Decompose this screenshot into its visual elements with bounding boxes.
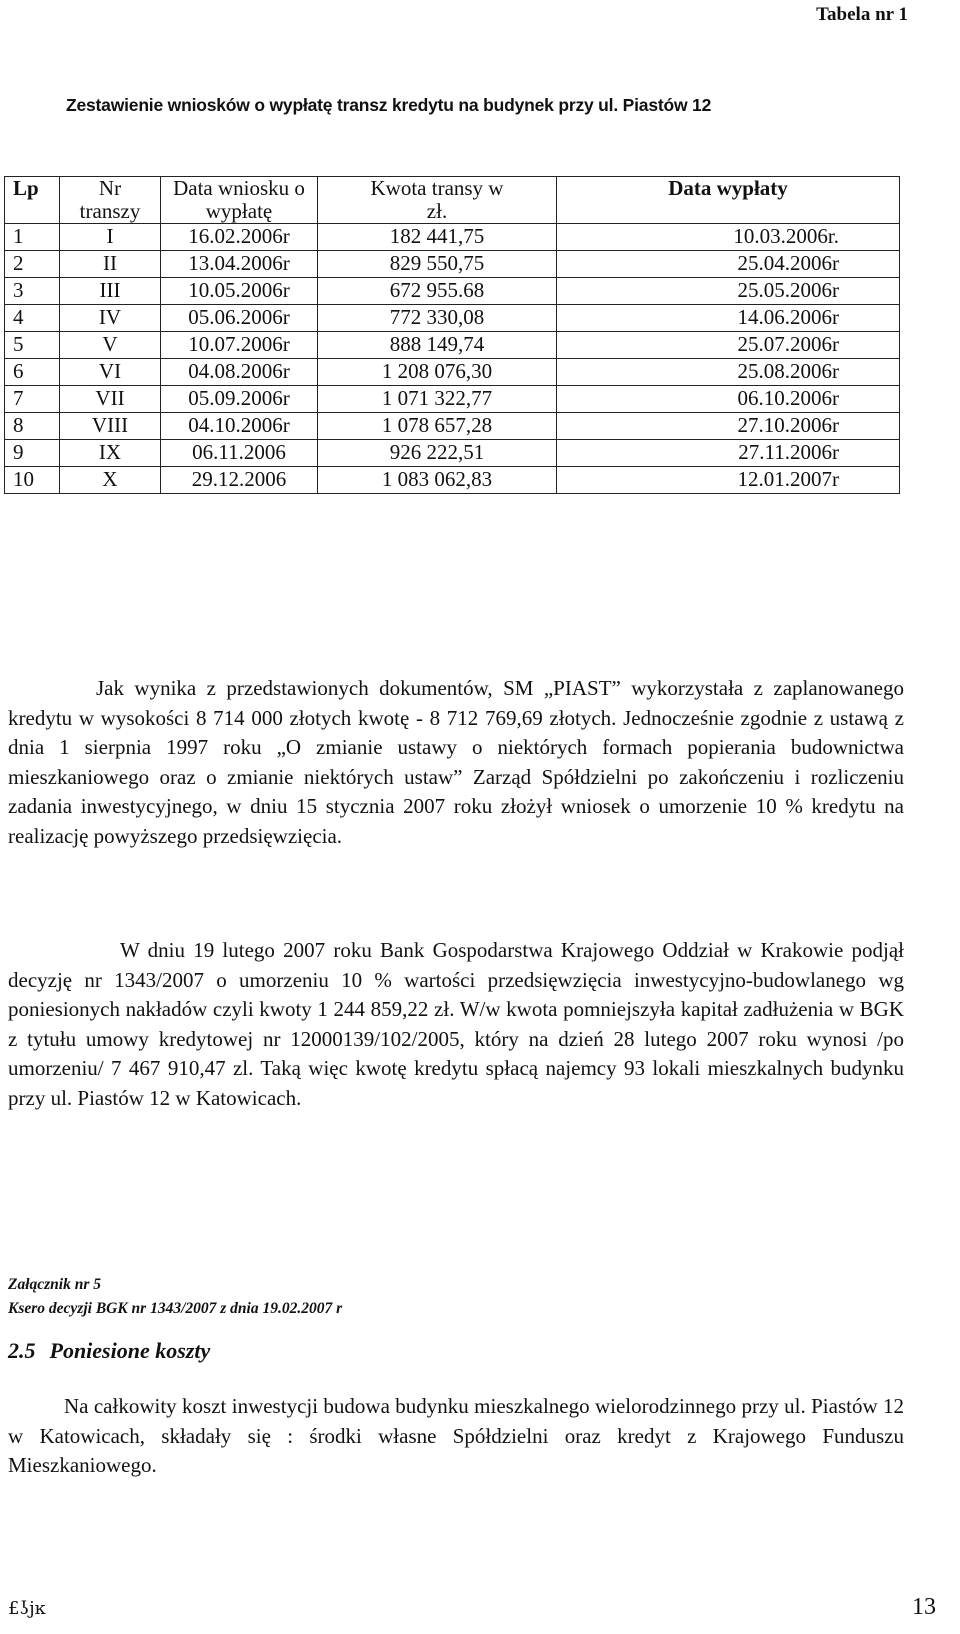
cell-data-wniosku: 16.02.2006r xyxy=(161,224,318,251)
cell-data-wyplaty: 25.05.2006r xyxy=(557,278,900,305)
cell-lp: 1 xyxy=(5,224,60,251)
col-header-kwota: Kwota transy w zł. xyxy=(318,177,557,224)
cell-data-wyplaty: 10.03.2006r. xyxy=(557,224,900,251)
col-header-lp: Lp xyxy=(5,177,60,224)
section-title: Poniesione koszty xyxy=(49,1338,211,1363)
cell-nr-transzy: II xyxy=(60,251,161,278)
cell-data-wyplaty: 27.11.2006r xyxy=(557,440,900,467)
table-row xyxy=(5,413,900,440)
cell-lp: 5 xyxy=(5,332,60,359)
attachment-number: Załącznik nr 5 xyxy=(8,1276,102,1293)
cell-kwota: 829 550,75 xyxy=(318,251,557,278)
table-row xyxy=(5,386,900,413)
cell-lp: 3 xyxy=(5,278,60,305)
cell-data-wyplaty: 27.10.2006r xyxy=(557,413,900,440)
cell-data-wyplaty: 14.06.2006r xyxy=(557,305,900,332)
table-row xyxy=(5,467,900,494)
cell-data-wniosku: 10.05.2006r xyxy=(161,278,318,305)
col-header-nr-transzy: Nr transzy xyxy=(60,177,161,224)
cell-data-wniosku: 05.06.2006r xyxy=(161,305,318,332)
table-row xyxy=(5,251,900,278)
cell-kwota: 1 208 076,30 xyxy=(318,359,557,386)
cell-lp: 4 xyxy=(5,305,60,332)
cell-data-wniosku: 04.10.2006r xyxy=(161,413,318,440)
cell-lp: 6 xyxy=(5,359,60,386)
table-number-label: Tabela nr 1 xyxy=(816,4,908,25)
cell-nr-transzy: III xyxy=(60,278,161,305)
cell-lp: 10 xyxy=(5,467,60,494)
page-number: 13 xyxy=(912,1594,936,1620)
cell-kwota: 926 222,51 xyxy=(318,440,557,467)
table-row xyxy=(5,224,900,251)
tranche-table xyxy=(4,176,900,494)
cell-nr-transzy: IV xyxy=(60,305,161,332)
cell-data-wniosku: 13.04.2006r xyxy=(161,251,318,278)
cell-nr-transzy: VIII xyxy=(60,413,161,440)
cell-data-wyplaty: 25.07.2006r xyxy=(557,332,900,359)
cell-kwota: 1 071 322,77 xyxy=(318,386,557,413)
table-row xyxy=(5,440,900,467)
table-title: Zestawienie wniosków o wypłatę transz kredytu na budynek przy ul. Piastów 12 xyxy=(66,95,712,115)
table-row xyxy=(5,332,900,359)
cell-lp: 2 xyxy=(5,251,60,278)
paragraph-kredyt-wykorzystanie: Jak wynika z przedstawionych dokumentów, SM „PIAST” wykorzystała z zaplanowanego kredytu w wysokości 8 714 000 złotych kwotę - 8 712 769,69 złotych. Jednocześnie zgodnie z ustawą z dnia 1 sierpnia 1997 roku „O zmianie ustawy o niektórych formach popierania budownictwa mieszkaniowego oraz o zmianie niektórych ustaw” Zarząd Spółdzielni po zakończeniu i rozliczeniu zadania inwestycyjnego, w dniu 15 stycznia 2007 roku złożył wniosek o umorzenie 10 % kredytu na realizację powyższego przedsięwzięcia. xyxy=(8,676,904,848)
cell-kwota: 182 441,75 xyxy=(318,224,557,251)
cell-lp: 8 xyxy=(5,413,60,440)
cell-nr-transzy: IX xyxy=(60,440,161,467)
cell-data-wniosku: 29.12.2006 xyxy=(161,467,318,494)
cell-kwota: 1 083 062,83 xyxy=(318,467,557,494)
table-row xyxy=(5,305,900,332)
section-number: 2.5 xyxy=(8,1338,36,1363)
table-row xyxy=(5,359,900,386)
attachment-description: Ksero decyzji BGK nr 1343/2007 z dnia 19.02.2007 r xyxy=(8,1300,343,1317)
paragraph-umorzenie: W dniu 19 lutego 2007 roku Bank Gospodarstwa Krajowego Oddział w Krakowie podjął decyzję nr 1343/2007 o umorzeniu 10 % wartości przedsięwzięcia inwestycyjno-budowlanego wg poniesionych nakładów czyli kwoty 1 244 859,22 zł. W/w kwota pomniejszyła kapitał zadłużenia w BGK z tytułu umowy kredytowej nr 12000139/102/2005, który na dzień 28 lutego 2007 roku wynosi /po umorzeniu/ 7 467 910,47 zl. Taką więc kwotę kredytu spłacą najemcy 93 lokali mieszkalnych budynku przy ul. Piastów 12 w Katowicach. xyxy=(8,938,904,1110)
table-row xyxy=(5,278,900,305)
cell-data-wniosku: 10.07.2006r xyxy=(161,332,318,359)
cell-lp: 9 xyxy=(5,440,60,467)
cell-kwota: 888 149,74 xyxy=(318,332,557,359)
col-header-data-wniosku: Data wniosku o wypłatę xyxy=(161,177,318,224)
cell-kwota: 1 078 657,28 xyxy=(318,413,557,440)
cell-data-wniosku: 04.08.2006r xyxy=(161,359,318,386)
cell-kwota: 672 955.68 xyxy=(318,278,557,305)
cell-nr-transzy: VII xyxy=(60,386,161,413)
signature: £ʖjĸ xyxy=(8,1598,46,1619)
cell-data-wyplaty: 06.10.2006r xyxy=(557,386,900,413)
cell-nr-transzy: I xyxy=(60,224,161,251)
cell-nr-transzy: VI xyxy=(60,359,161,386)
cell-lp: 7 xyxy=(5,386,60,413)
cell-nr-transzy: V xyxy=(60,332,161,359)
table-header-row xyxy=(5,177,900,224)
cell-nr-transzy: X xyxy=(60,467,161,494)
cell-kwota: 772 330,08 xyxy=(318,305,557,332)
paragraph-koszty: Na całkowity koszt inwestycji budowa budynku mieszkalnego wielorodzinnego przy ul. Piastów 12 w Katowicach, składały się : środki własne Spółdzielni oraz kredyt z Krajowego Funduszu Mieszkaniowego. xyxy=(8,1394,904,1477)
section-heading xyxy=(8,1338,210,1364)
cell-data-wyplaty: 25.04.2006r xyxy=(557,251,900,278)
cell-data-wniosku: 06.11.2006 xyxy=(161,440,318,467)
col-header-data-wyplaty: Data wypłaty xyxy=(557,177,900,224)
cell-data-wniosku: 05.09.2006r xyxy=(161,386,318,413)
cell-data-wyplaty: 12.01.2007r xyxy=(557,467,900,494)
cell-data-wyplaty: 25.08.2006r xyxy=(557,359,900,386)
